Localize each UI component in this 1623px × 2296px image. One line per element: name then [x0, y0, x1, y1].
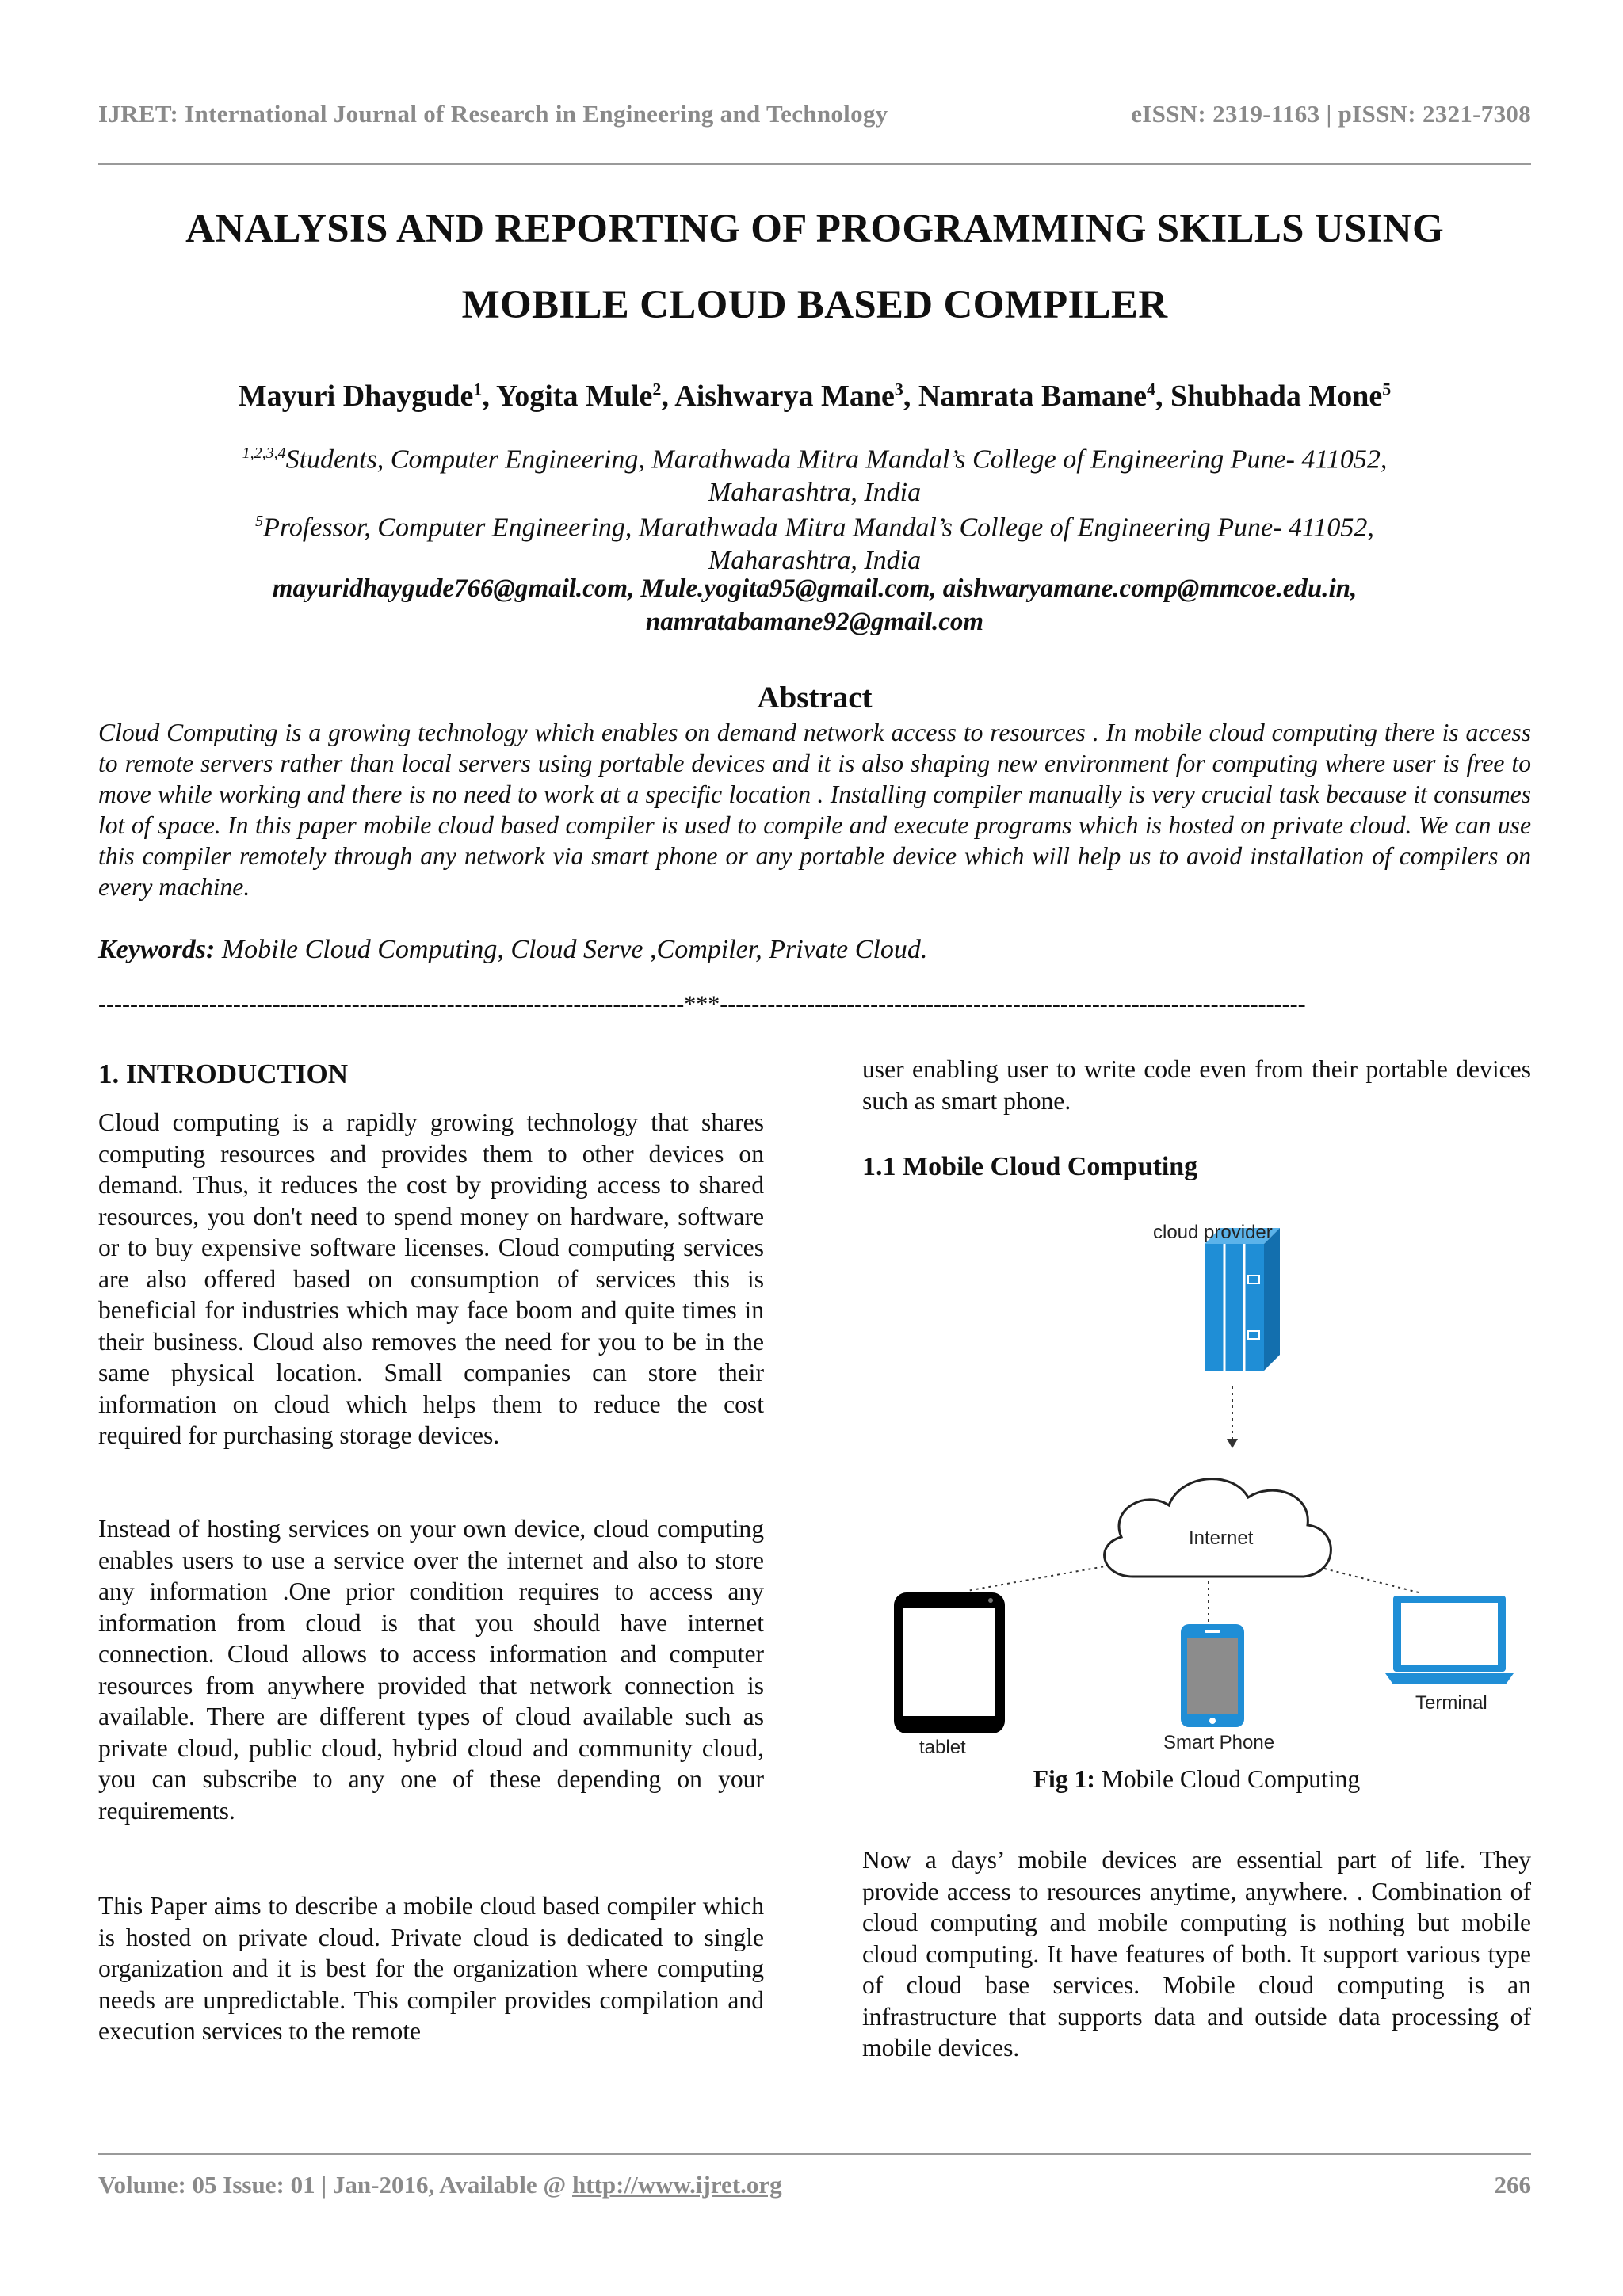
footer-volume: Volume: 05 Issue: 01 | Jan-2016, Available @ http://www.ijret.org [98, 2171, 782, 2199]
keywords: Keywords: Mobile Cloud Computing, Cloud Serve ,Compiler, Private Cloud. [98, 935, 928, 964]
mobile-cloud-paragraph: Now a days’ mobile devices are essential part of life. They provide access to resources anytime, anywhere. . Combination of cloud computing and mobile computing is nothing but mobile cloud computing. It have features of both. It support various type of cloud base services. Mobile cloud computing is an infrastructure that supports data and outside data processing of mobile devices. [862, 1846, 1531, 2061]
cloud-provider-label: cloud provider [1153, 1222, 1273, 1243]
affiliation-students: $^{1,2,3,4}$Students, Computer Engineering, Marathwada Mitra Mandal’s College of Engineering Pune- 411052, Maharashtra, India [242, 444, 1388, 508]
subsection-heading: 1.1 Mobile Cloud Computing [862, 1152, 1198, 1181]
journal-link[interactable]: http://www.ijret.org [572, 2171, 782, 2199]
provider-arrowhead [1227, 1439, 1238, 1448]
paper-title-line-2: MOBILE CLOUD BASED COMPILER [461, 283, 1168, 327]
internet-label: Internet [1189, 1527, 1254, 1549]
issn: eISSN: 2319-1163 | pISSN: 2321-7308 [1131, 100, 1531, 128]
author: Aishwarya Mane$^3$, [674, 379, 918, 413]
server-icon [1205, 1228, 1280, 1371]
author: Namrata Bamane$^4$, [918, 379, 1171, 413]
smart-phone-label: Smart Phone [1163, 1732, 1275, 1753]
intro-heading: 1. INTRODUCTION [98, 1058, 349, 1089]
author: Yogita Mule$^2$, [496, 379, 675, 413]
affiliation-professor: $^5$Professor, Computer Engineering, Marathwada Mitra Mandal’s College of Engineering Pune- 411052, Maharashtra, India [255, 513, 1374, 576]
author-list [98, 379, 1531, 414]
tablet-connector [967, 1566, 1109, 1591]
intro-paragraph-2: Instead of hosting services on your own device, cloud computing enables users to use a service over the internet and also to store any information .One prior condition requires to access any information from cloud is that you should have internet connection. Cloud allows to access information and computer resources from anywhere provided that network connection is available. There are different types of cloud available such as private cloud, public cloud, hybrid cloud and community cloud, you can subscribe to any one of these depending on your requirements. [98, 1515, 764, 1825]
terminal-icon [1385, 1596, 1514, 1684]
header-rule [98, 163, 1531, 165]
mobile-cloud-figure [872, 1204, 1522, 1758]
tablet-label: tablet [919, 1737, 966, 1758]
journal-name: IJRET: International Journal of Research in Engineering and Technology [98, 100, 888, 128]
figure-caption: Fig 1: Mobile Cloud Computing [1033, 1765, 1361, 1793]
tablet-icon [894, 1592, 1005, 1733]
author: Mayuri Dhaygude$^1$, [238, 379, 497, 413]
paper-title-line-1: ANALYSIS AND REPORTING OF PROGRAMMING SKILLS USING [185, 207, 1444, 251]
terminal-label: Terminal [1415, 1692, 1487, 1714]
intro-paragraph-3: This Paper aims to describe a mobile cloud based compiler which is hosted on private cloud. Private cloud is dedicated to single organization and it is best for the organization where computing needs are unpredictable. This compiler provides compilation and execution services to the remote [98, 1892, 764, 2045]
intro-paragraph-1: Cloud computing is a rapidly growing technology that shares computing resources and provides them to other devices on demand. Thus, it reduces the cost by providing access to shared resources, you don't need to spend money on hardware, software or to buy expensive software licenses. Cloud computing services are also offered based on consumption of services this is beneficial for industries which may face boom and quite times in their business. Cloud also removes the need for you to be in the same physical location. Small companies can store their information on cloud which helps them to reduce the cost required for purchasing storage devices. [98, 1108, 764, 1449]
abstract-text: Cloud Computing is a growing technology which enables on demand network access to resources . In mobile cloud computing there is access to remote servers rather than local servers using portable devices and it is also shaping new environment for computing where user is free to move while working and there is no need to work at a specific location . Installing compiler manually is very crucial task because it consumes lot of space. In this paper mobile cloud based compiler is used to compile and execute programs which is hosted on private cloud. We can use this compiler remotely through any network via smart phone or any portable device which will help us to avoid installation of compilers on every machine. [98, 719, 1531, 901]
section-separator: --------------------------------------------------------------------------***-------------------------------------------------------------------------- [98, 991, 1306, 1017]
smart-phone-icon [1181, 1624, 1244, 1727]
author: Shubhada Mone$^5$ [1170, 379, 1392, 413]
page-number: 266 [1494, 2171, 1531, 2199]
author-emails: mayuridhaygude766@gmail.com, Mule.yogita95@gmail.com, aishwaryamane.comp@mmcoe.edu.in, namratabamane92@gmail.com [272, 574, 1358, 636]
footer-rule [98, 2153, 1531, 2155]
intro-continuation: user enabling user to write code even from their portable devices such as smart phone. [862, 1055, 1531, 1115]
abstract-heading: Abstract [757, 681, 873, 715]
